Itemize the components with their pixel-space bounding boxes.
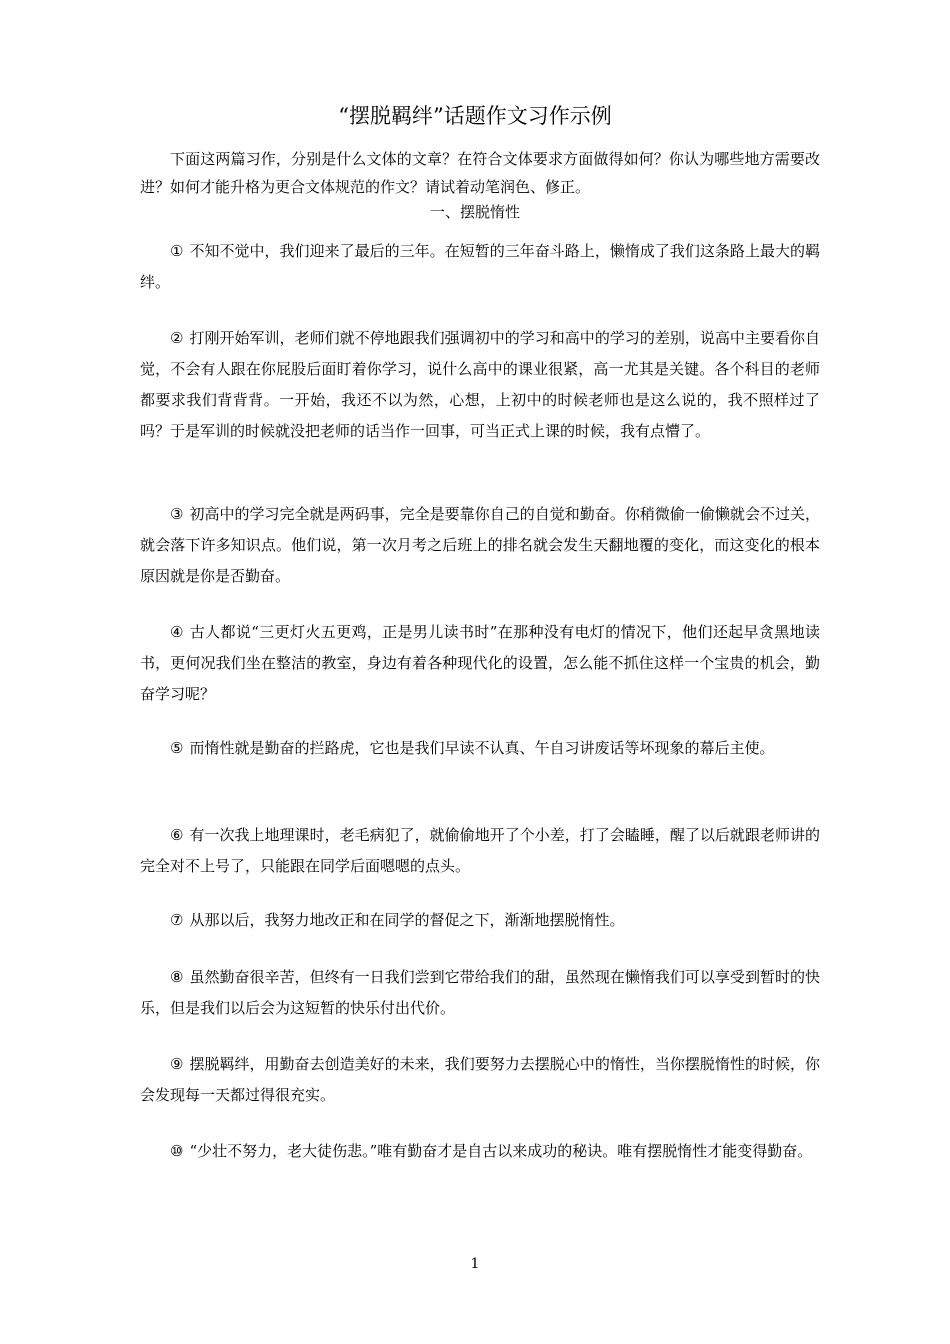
section-subtitle: 一、摆脱惰性 [429, 203, 520, 221]
paragraph-number: ③ [170, 505, 184, 523]
paragraph-number: ④ [170, 623, 184, 641]
paragraph-text: 有一次我上地理课时，老毛病犯了，就偷偷地开了个小差，打了会瞌睡，醒了以后就跟老师讲的完全对不上号了，只能跟在同学后面嗯嗯的点头。 [140, 826, 820, 875]
paragraph-text: 不知不觉中，我们迎来了最后的三年。在短暂的三年奋斗路上，懒惰成了我们这条路上最大的羁绊。 [140, 242, 820, 291]
paragraph-number: ⑥ [170, 826, 184, 844]
paragraph-3 [140, 499, 820, 592]
paragraph-number: ⑦ [170, 911, 184, 929]
paragraph-text: 古人都说“三更灯火五更鸡，正是男儿读书时”在那种没有电灯的情况下，他们还起早贪黑地读书，更何况我们坐在整洁的教室，身边有着各种现代化的设置，怎么能不抓住这样一个宝贵的机会，勤奋学习呢？ [140, 623, 820, 703]
paragraph-number: ② [170, 329, 184, 347]
paragraph-6 [140, 820, 820, 882]
paragraph-1 [140, 236, 820, 298]
intro-paragraph: 下面这两篇习作，分别是什么文体的文章？在符合文体要求方面做得如何？你认为哪些地方需要改进？如何才能升格为更合文体规范的作文？请试着动笔润色、修正。 [140, 150, 820, 196]
paragraph-5 [140, 733, 820, 764]
paragraph-10 [140, 1136, 820, 1167]
paragraph-number: ① [170, 242, 184, 260]
paragraph-7 [140, 905, 820, 936]
paragraph-4 [140, 617, 820, 710]
paragraph-9 [140, 1049, 820, 1111]
paragraph-text: “少壮不努力，老大徒伤悲。”唯有勤奋才是自古以来成功的秘诀。唯有摆脱惰性才能变得勤奋。 [189, 1142, 813, 1160]
paragraph-number: ⑤ [170, 739, 184, 757]
paragraph-text: 打刚开始军训，老师们就不停地跟我们强调初中的学习和高中的学习的差别，说高中主要看你自觉，不会有人跟在你屁股后面盯着你学习，说什么高中的课业很紧，高一尤其是关键。各个科目的老师都要求我们背背背。一开始，我还不以为然，心想，上初中的时候老师也是这么说的，我不照样过了吗？于是军训的时候就没把老师的话当作一回事，可当正式上课的时候，我有点懵了。 [140, 329, 820, 440]
paragraph-number: ⑩ [170, 1142, 184, 1160]
paragraph-text: 虽然勤奋很辛苦，但终有一日我们尝到它带给我们的甜，虽然现在懒惰我们可以享受到暂时的快乐，但是我们以后会为这短暂的快乐付出代价。 [140, 968, 820, 1017]
paragraph-8 [140, 962, 820, 1024]
paragraph-text: 而惰性就是勤奋的拦路虎，它也是我们早读不认真、午自习讲废话等坏现象的幕后主使。 [189, 739, 775, 757]
paragraph-number: ⑧ [170, 968, 184, 986]
paragraph-text: 摆脱羁绊，用勤奋去创造美好的未来，我们要努力去摆脱心中的惰性，当你摆脱惰性的时候，你会发现每一天都过得很充实。 [140, 1055, 820, 1104]
document-title: “摆脱羁绊”话题作文习作示例 [338, 104, 612, 128]
paragraph-text: 从那以后，我努力地改正和在同学的督促之下，渐渐地摆脱惰性。 [189, 911, 625, 929]
page-number: 1 [470, 1256, 480, 1272]
paragraph-text: 初高中的学习完全就是两码事，完全是要靠你自己的自觉和勤奋。你稍微偷一偷懒就会不过关，就会落下许多知识点。他们说，第一次月考之后班上的排名就会发生天翻地覆的变化，而这变化的根本原因就是你是否勤奋。 [140, 505, 820, 585]
paragraph-2 [140, 323, 820, 447]
paragraph-number: ⑨ [170, 1055, 184, 1073]
